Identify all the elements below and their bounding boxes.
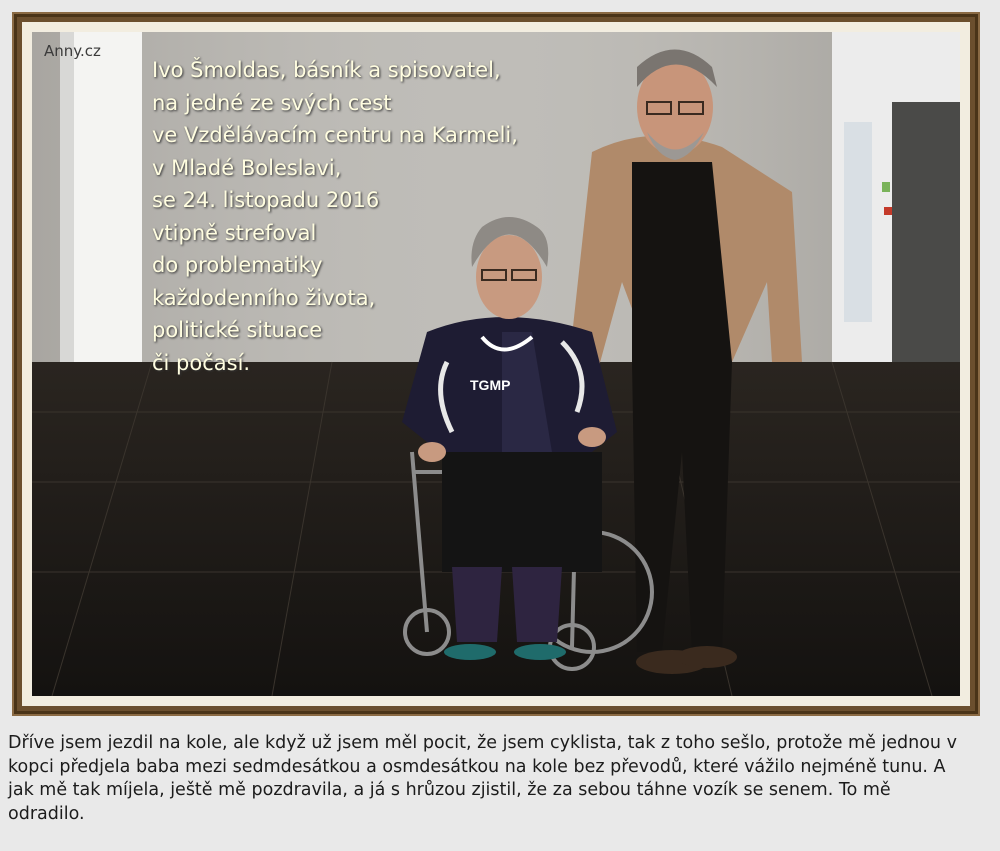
overlay-line: Ivo Šmoldas, básník a spisovatel, xyxy=(152,58,501,82)
watermark: Anny.cz xyxy=(44,42,101,60)
overlay-line: v Mladé Boleslavi, xyxy=(152,155,342,180)
overlay-line: do problematiky xyxy=(152,253,323,277)
overlay-line: se 24. listopadu 2016 xyxy=(152,188,380,212)
overlay-line: politické situace xyxy=(152,318,323,342)
photo xyxy=(32,32,960,696)
overlay-line: ve Vzdělávacím centru na Karmeli, xyxy=(152,123,518,147)
overlay-line: či počasí. xyxy=(152,350,251,375)
photo-overlay-text xyxy=(152,54,592,379)
photo-mat xyxy=(22,22,970,706)
dark-window xyxy=(892,102,960,362)
fire-alarm xyxy=(884,207,892,215)
overlay-line: na jedné ze svých cest xyxy=(152,90,392,115)
photo-frame xyxy=(14,14,978,714)
caption: Dříve jsem jezdil na kole, ale když už jsem měl pocit, že jsem cyklista, tak z toho sešlo, protože mě jednou v kopci předjela baba mezi sedmdesátkou a osmdesátkou na kole bez převodů, které vážilo nejméně tunu. A jak mě tak míjela, ještě mě pozdravila, a já s hrůzou zjistil, že za sebou táhne vozík se senem. To mě odradilo. xyxy=(8,733,957,824)
exit-sign xyxy=(882,182,890,192)
overlay-line: každodenního života, xyxy=(152,285,376,310)
door xyxy=(844,122,872,322)
overlay-line: vtipně strefoval xyxy=(152,220,317,245)
shirt-label: TGMP xyxy=(470,377,511,393)
